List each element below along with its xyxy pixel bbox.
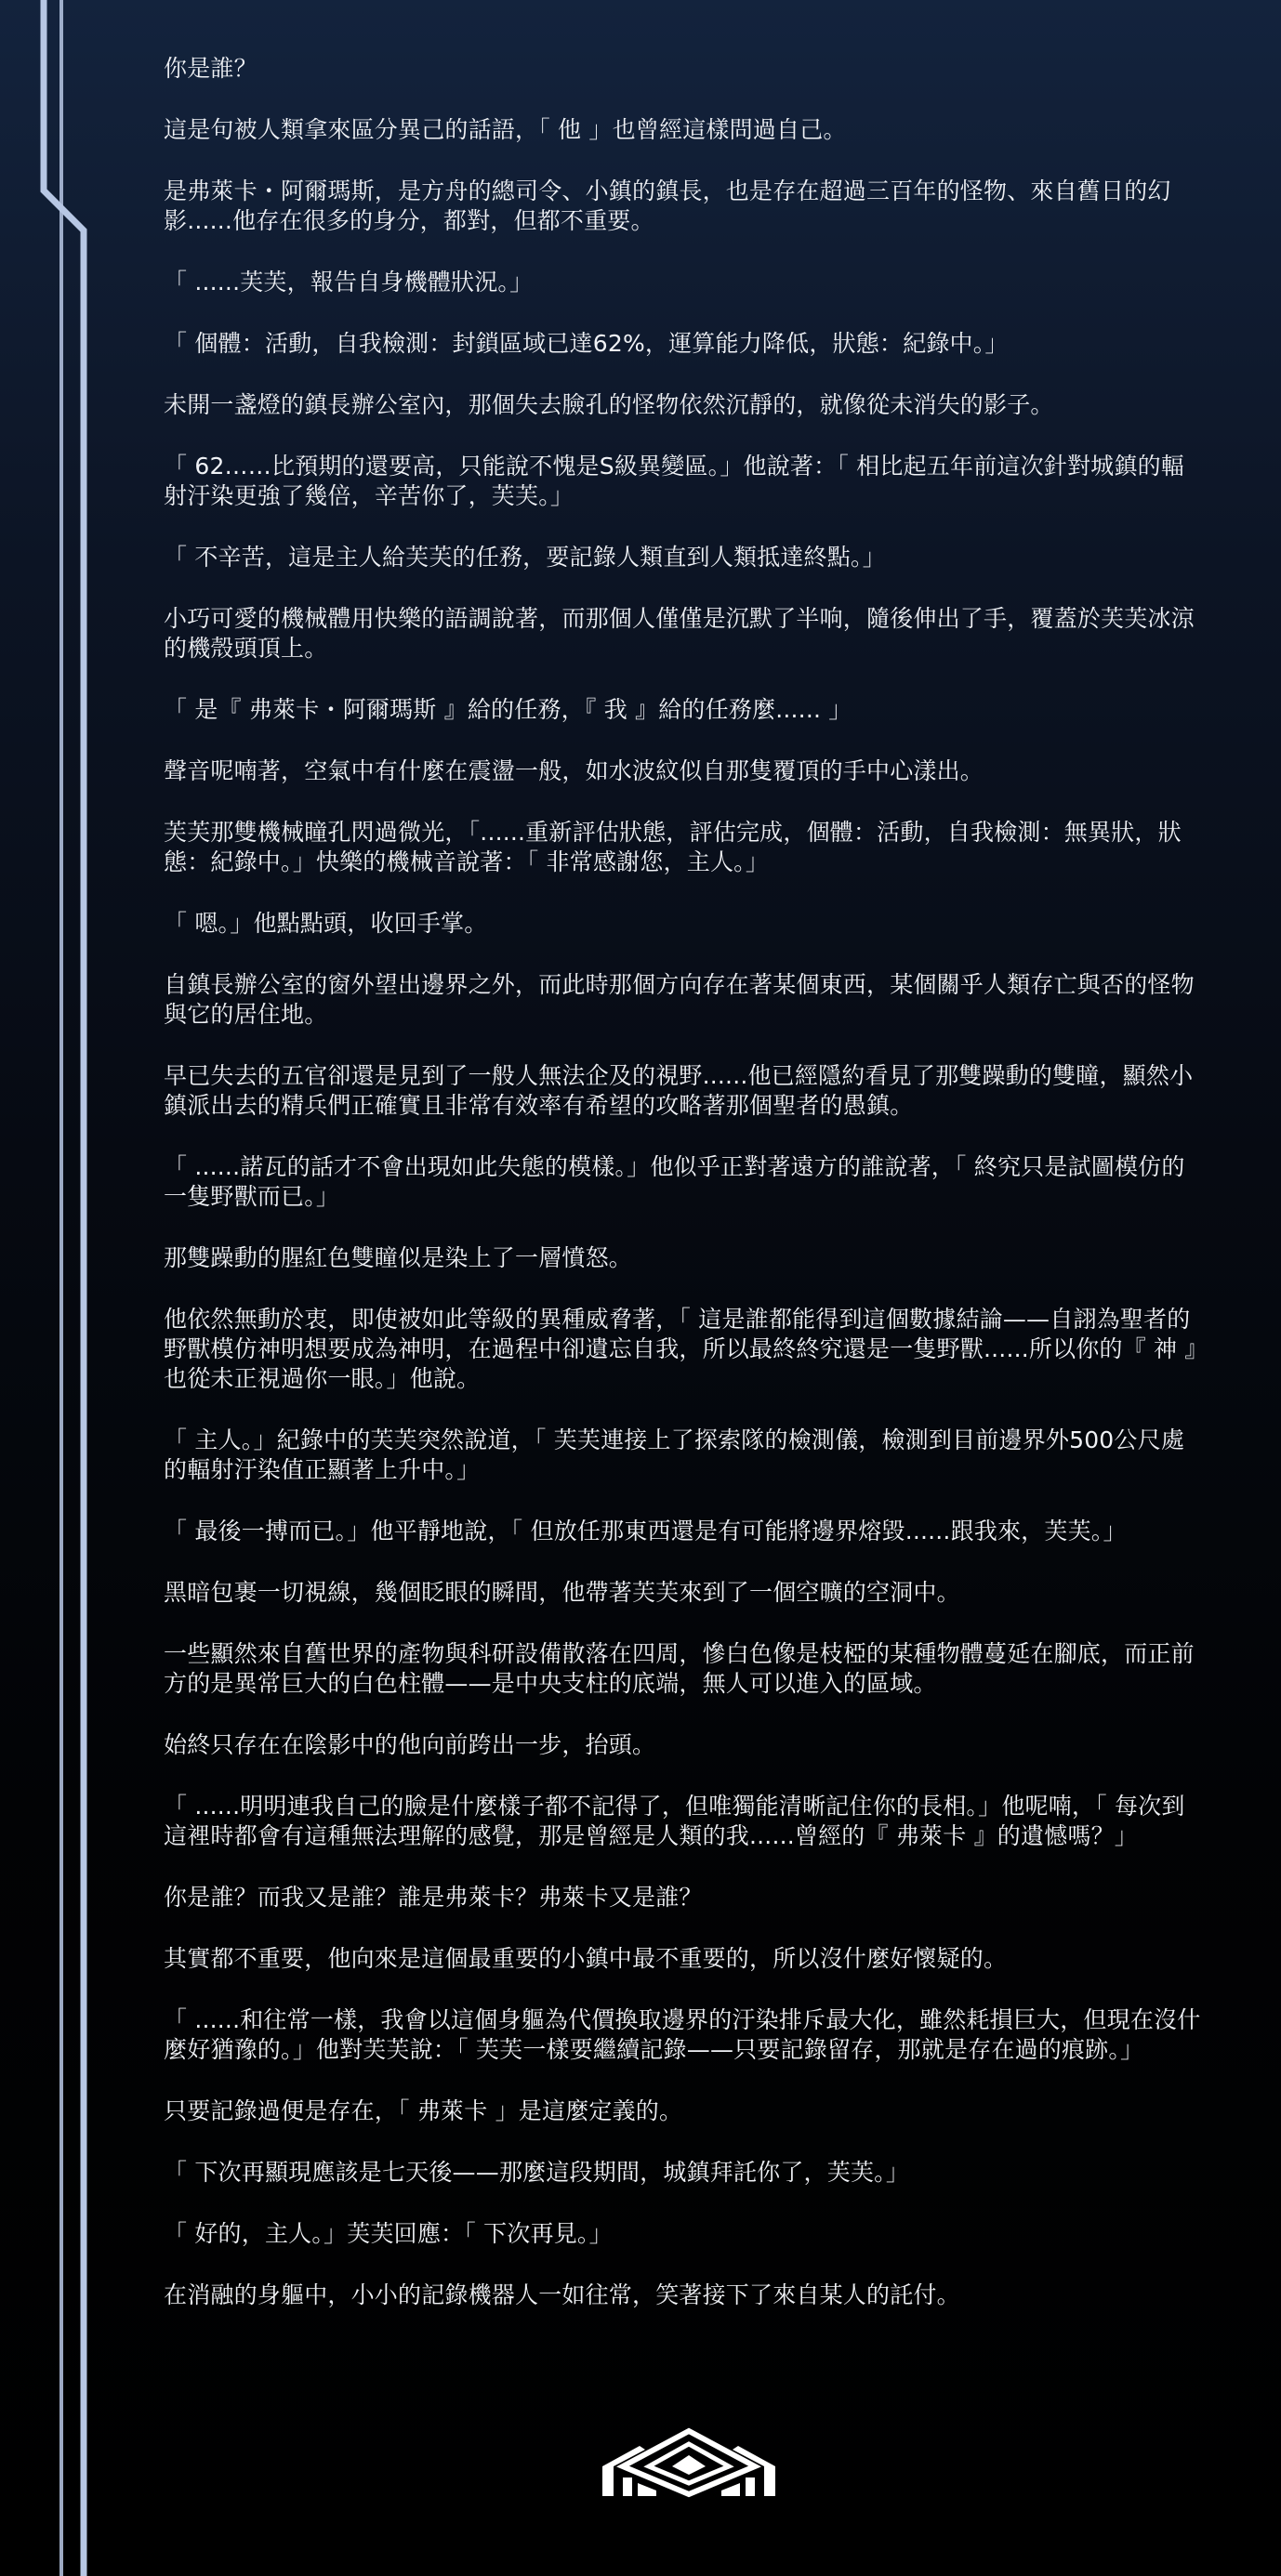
paragraph: 「 ......諾瓦的話才不會出現如此失態的模樣。」他似乎正對著遠方的誰說著，「 終究只是試圖模仿的一隻野獸而已。」 xyxy=(164,1153,1185,1210)
paragraph: 小巧可愛的機械體用快樂的語調說著，而那個人僅僅是沉默了半响，隨後伸出了手，覆蓋於芙芙冰涼的機殼頭頂上。 xyxy=(164,605,1195,662)
paragraph: 只要記錄過便是存在，「 弗萊卡 」是這麼定義的。 xyxy=(164,2097,683,2124)
paragraph: 早已失去的五官卻還是見到了一般人無法企及的視野......他已經隱約看見了那雙躁動的雙瞳，顯然小鎮派出去的精兵們正確實且非常有效率有希望的攻略著那個聖者的愚鎮。 xyxy=(164,1062,1194,1119)
paragraph: 「 最後一搏而已。」他平靜地說，「 但放任那東西還是有可能將邊界熔毀......跟我來，芙芙。」 xyxy=(164,1518,1127,1544)
story-text xyxy=(164,54,1205,2342)
paragraph: 他依然無動於衷，即使被如此等級的異種威脅著，「 這是誰都能得到這個數據結論——自詡為聖者的野獸模仿神明想要成為神明，在過程中卻遺忘自我，所以最終終究還是一隻野獸......所以你的『 神 』也從未正視過你一眼。」他說。 xyxy=(164,1306,1197,1392)
paragraph: 黑暗包裹一切視線，幾個眨眼的瞬間，他帶著芙芙來到了一個空曠的空洞中。 xyxy=(164,1579,960,1606)
paragraph: 這是句被人類拿來區分異己的話語，「 他 」也曾經這樣問過自己。 xyxy=(164,116,847,143)
paragraph: 你是誰？而我又是誰？誰是弗萊卡？弗萊卡又是誰？ xyxy=(164,1884,703,1911)
paragraph: 始終只存在在陰影中的他向前跨出一步，抬頭。 xyxy=(164,1731,656,1758)
paragraph: 「 好的，主人。」芙芙回應：「 下次再見。」 xyxy=(164,2220,613,2247)
paragraph: 「 ......明明連我自己的臉是什麼樣子都不記得了，但唯獨能清晰記住你的長相。」他呢喃，「 每次到這裡時都會有這種無法理解的感覺，那是曾經是人類的我......曾經的『 弗萊卡 』的遺憾嗎？」 xyxy=(164,1793,1185,1849)
paragraph: 自鎮長辦公室的窗外望出邊界之外，而此時那個方向存在著某個東西，某個關乎人類存亡與否的怪物與它的居住地。 xyxy=(164,971,1195,1028)
paragraph: 「 嗯。」他點點頭，收回手掌。 xyxy=(164,910,488,937)
paragraph: 「 ......芙芙，報告自身機體狀況。」 xyxy=(164,269,534,296)
paragraph: 在消融的身軀中，小小的記錄機器人一如往常，笑著接下了來自某人的託付。 xyxy=(164,2281,960,2308)
paragraph: 其實都不重要，他向來是這個最重要的小鎮中最不重要的，所以沒什麼好懷疑的。 xyxy=(164,1945,1008,1972)
paragraph: 未開一盞燈的鎮長辦公室內，那個失去臉孔的怪物依然沉靜的，就像從未消失的影子。 xyxy=(164,391,1054,418)
left-frame-decoration xyxy=(0,0,112,2576)
paragraph: 芙芙那雙機械瞳孔閃過微光，「......重新評估狀態，評估完成，個體：活動，自我檢測：無異狀，狀態：紀錄中。」快樂的機械音說著：「 非常感謝您，主人。」 xyxy=(164,819,1182,875)
paragraph: 一些顯然來自舊世界的產物與科研設備散落在四周，慘白色像是枝椏的某種物體蔓延在腳底，而正前方的是異常巨大的白色柱體——是中央支柱的底端，無人可以進入的區域。 xyxy=(164,1640,1195,1697)
paragraph: 「 個體：活動，自我檢測：封鎖區域已達62%，運算能力降低，狀態：紀錄中。」 xyxy=(164,330,1009,357)
paragraph: 「 是『 弗萊卡・阿爾瑪斯 』給的任務，『 我 』給的任務麼...... 」 xyxy=(164,696,852,723)
paragraph: 那雙躁動的腥紅色雙瞳似是染上了一層憤怒。 xyxy=(164,1244,633,1271)
paragraph: 你是誰？ xyxy=(164,55,258,82)
paragraph: 「 主人。」紀錄中的芙芙突然說道，「 芙芙連接上了探索隊的檢測儀，檢測到目前邊界外500公尺處的輻射汙染值正顯著上升中。」 xyxy=(164,1426,1185,1483)
paragraph: 是弗萊卡・阿爾瑪斯，是方舟的總司令、小鎮的鎮長，也是存在超過三百年的怪物、來自舊日的幻影......他存在很多的身分，都對，但都不重要。 xyxy=(164,177,1171,234)
diamond-logo-icon xyxy=(601,2427,777,2498)
paragraph: 「 下次再顯現應該是七天後——那麼這段期間，城鎮拜託你了，芙芙。」 xyxy=(164,2159,910,2186)
paragraph: 「 62……比預期的還要高，只能說不愧是S級異變區。」他說著：「 相比起五年前這次針對城鎮的輻射汙染更強了幾倍，辛苦你了，芙芙。」 xyxy=(164,453,1184,509)
paragraph: 「 ......和往常一樣，我會以這個身軀為代價換取邊界的汙染排斥最大化，雖然耗損巨大，但現在沒什麼好猶豫的。」他對芙芙說：「 芙芙一樣要繼續記錄——只要記錄留存，那就是存在過的痕跡。」 xyxy=(164,2006,1201,2063)
paragraph: 聲音呢喃著，空氣中有什麼在震盪一般，如水波紋似自那隻覆頂的手中心漾出。 xyxy=(164,757,984,784)
paragraph: 「 不辛苦，這是主人給芙芙的任務，要記錄人類直到人類抵達終點。」 xyxy=(164,544,886,571)
